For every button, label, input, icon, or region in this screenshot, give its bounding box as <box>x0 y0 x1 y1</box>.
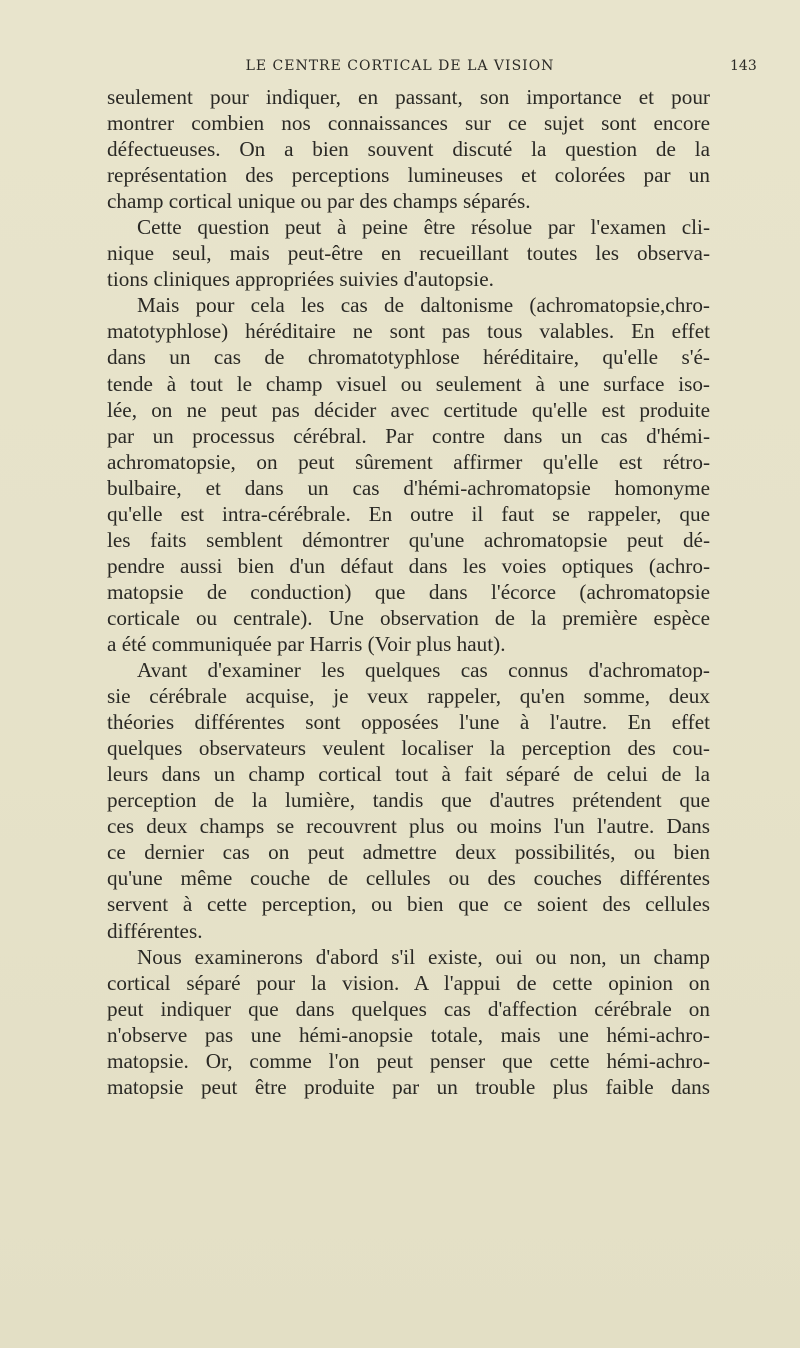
text-line: lée, on ne peut pas décider avec certitude qu'elle est produite <box>107 397 710 422</box>
text-line: pendre aussi bien d'un défaut dans les voies optiques (achro- <box>107 553 710 578</box>
text-line: théories différentes sont opposées l'une à l'autre. En effet <box>107 710 710 735</box>
text-line: montrer combien nos connaissances sur ce sujet sont encore <box>107 111 710 136</box>
text-line: matopsie peut être produite par un trouble plus faible dans <box>107 1074 710 1099</box>
text-line: ce dernier cas on peut admettre deux possibilités, ou bien <box>107 840 710 865</box>
text-line: quelques observateurs veulent localiser la perception des cou- <box>107 736 710 761</box>
text-line: matopsie. Or, comme l'on peut penser que cette hémi-achro- <box>107 1048 710 1073</box>
text-line: par un processus cérébral. Par contre dans un cas d'hémi- <box>107 423 710 448</box>
text-line: sie cérébrale acquise, je veux rappeler, qu'en somme, deux <box>107 684 710 709</box>
text-line: matopsie de conduction) que dans l'écorce (achromatopsie <box>107 579 710 604</box>
text-line: Avant d'examiner les quelques cas connus d'achromatop- <box>137 658 710 683</box>
text-line: matotyphlose) héréditaire ne sont pas tous valables. En effet <box>107 319 710 344</box>
text-line: qu'elle est intra-cérébrale. En outre il faut se rappeler, que <box>107 501 710 526</box>
text-line: champ cortical unique ou par des champs séparés. <box>107 189 531 214</box>
text-line: ces deux champs se recouvrent plus ou moins l'un l'autre. Dans <box>107 814 710 839</box>
text-line: bulbaire, et dans un cas d'hémi-achromatopsie homonyme <box>107 475 710 500</box>
text-line: Nous examinerons d'abord s'il existe, oui ou non, un champ <box>137 944 710 969</box>
text-line: Mais pour cela les cas de daltonisme (achromatopsie,chro- <box>137 293 710 318</box>
text-line: qu'une même couche de cellules ou des couches différentes <box>107 866 710 891</box>
text-line: n'observe pas une hémi-anopsie totale, mais une hémi-achro- <box>107 1022 710 1047</box>
text-line: représentation des perceptions lumineuses et colorées par un <box>107 163 710 188</box>
page-body-text <box>107 84 710 1100</box>
text-line: corticale ou centrale). Une observation de la première espèce <box>107 605 710 630</box>
text-line: servent à cette perception, ou bien que ce soient des cellules <box>107 892 710 917</box>
page-number: 143 <box>730 58 757 74</box>
text-line: tende à tout le champ visuel ou seulement à une surface iso- <box>107 371 710 396</box>
text-line: différentes. <box>107 918 203 943</box>
text-line: nique seul, mais peut-être en recueillant toutes les observa- <box>107 241 710 266</box>
text-line: les faits semblent démontrer qu'une achromatopsie peut dé- <box>107 527 710 552</box>
text-line: dans un cas de chromatotyphlose héréditaire, qu'elle s'é- <box>107 345 710 370</box>
text-line: perception de la lumière, tandis que d'autres prétendent que <box>107 788 710 813</box>
text-line: achromatopsie, on peut sûrement affirmer qu'elle est rétro- <box>107 449 710 474</box>
text-line: seulement pour indiquer, en passant, son importance et pour <box>107 85 710 109</box>
text-line: cortical séparé pour la vision. A l'appui de cette opinion on <box>107 970 710 995</box>
text-line: leurs dans un champ cortical tout à fait séparé de celui de la <box>107 762 710 787</box>
text-line: défectueuses. On a bien souvent discuté la question de la <box>107 137 710 162</box>
text-line: a été communiquée par Harris (Voir plus haut). <box>107 631 506 656</box>
running-title: LE CENTRE CORTICAL DE LA VISION <box>245 58 555 74</box>
text-line: tions cliniques appropriées suivies d'autopsie. <box>107 267 494 292</box>
text-line: Cette question peut à peine être résolue par l'examen cli- <box>137 215 710 240</box>
text-line: peut indiquer que dans quelques cas d'affection cérébrale on <box>107 996 710 1021</box>
